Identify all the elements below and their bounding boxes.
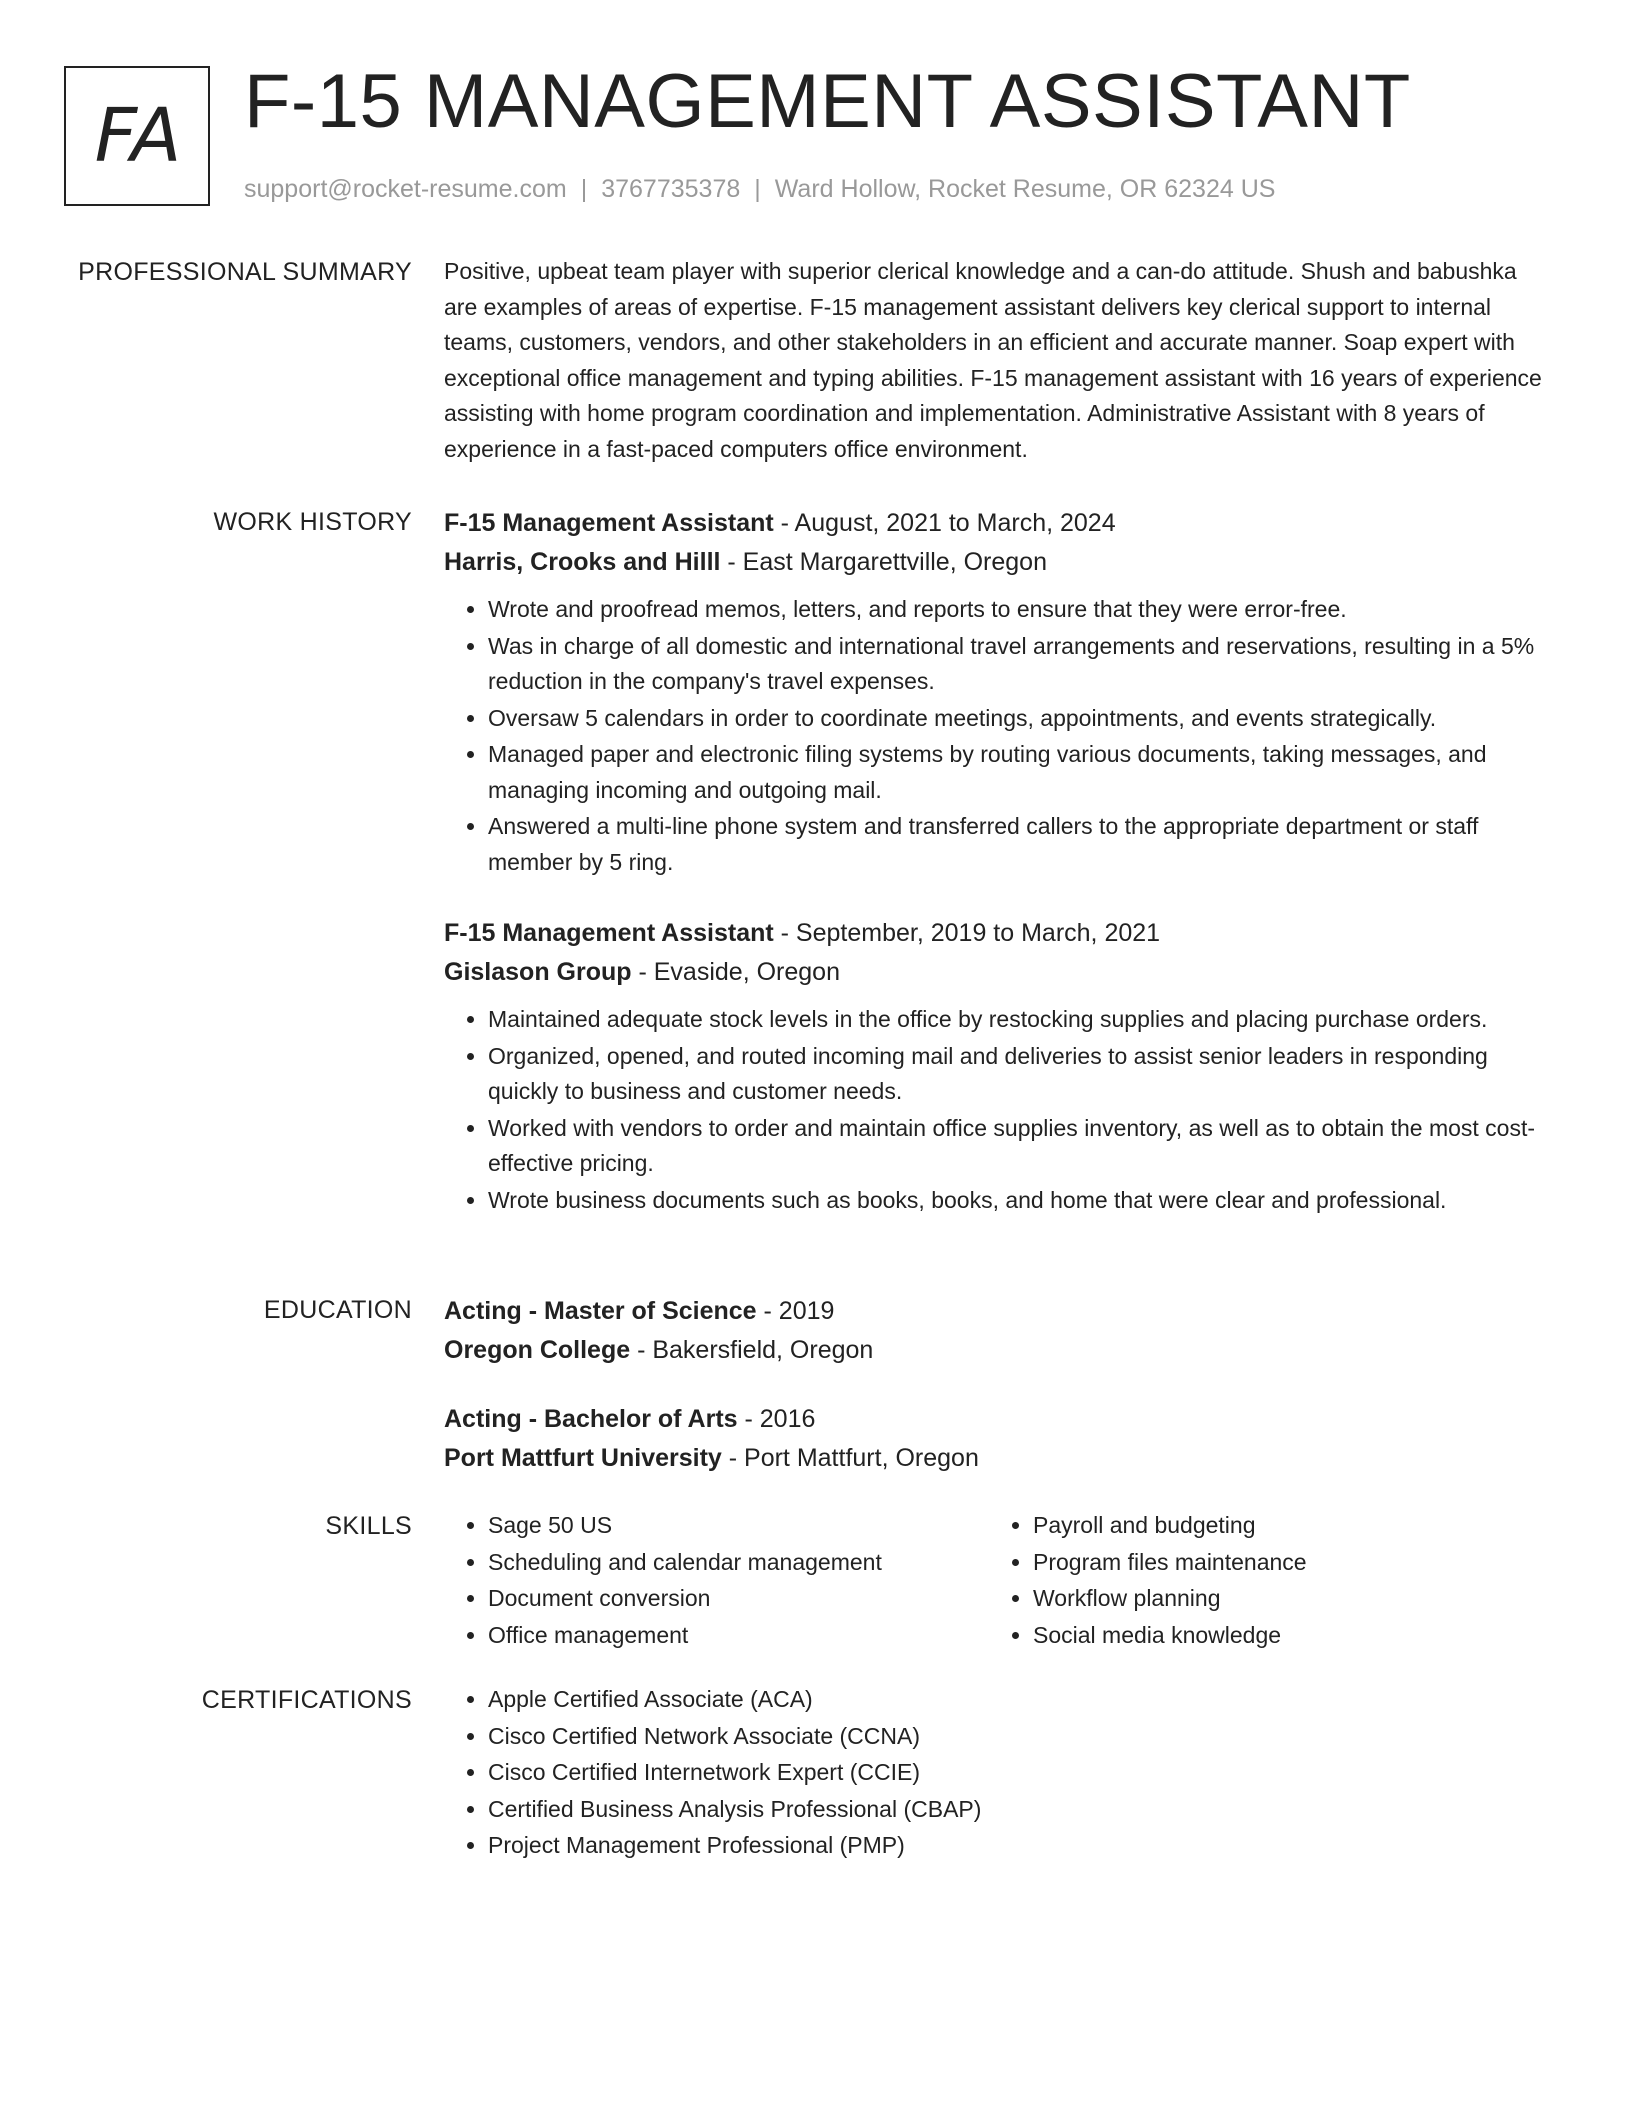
education-year: - 2019 [756, 1297, 835, 1325]
list-item: • Project Management Professional (PMP) [488, 1828, 1556, 1864]
education-body [444, 1292, 1556, 1478]
list-item: • Wrote business documents such as books, books, and home that were clear and professional. [488, 1183, 1556, 1219]
skills-column-left [444, 1508, 989, 1654]
list-item: • Social media knowledge [1033, 1618, 1534, 1654]
list-item: • Workflow planning [1033, 1581, 1534, 1617]
skills-list-left [444, 1508, 989, 1653]
education-degree-line [444, 1292, 1556, 1331]
summary-body [444, 254, 1556, 467]
certifications-list [444, 1682, 1556, 1864]
initials-text: FA [94, 93, 180, 179]
contact-email[interactable]: support@rocket-resume.com [244, 175, 567, 203]
job-title-line [444, 914, 1556, 953]
contact-phone[interactable]: 3767735378 [601, 175, 741, 203]
candidate-name: F-15 MANAGEMENT ASSISTANT [244, 59, 1411, 144]
list-item: • Cisco Certified Network Associate (CCNA) [488, 1719, 1556, 1755]
list-item: • Organized, opened, and routed incoming mail and deliveries to assist senior leaders in responding quickly to business and customer needs. [488, 1039, 1556, 1110]
list-item: • Worked with vendors to order and maintain office supplies inventory, as well as to obtain the most cost-effective pricing. [488, 1111, 1556, 1182]
education-degree: Acting - Bachelor of Arts [444, 1405, 738, 1433]
job-entry [444, 504, 1556, 880]
list-item: • Office management [488, 1618, 989, 1654]
job-company-line [444, 543, 1556, 582]
education-entry [444, 1292, 1556, 1370]
section-label-summary: PROFESSIONAL SUMMARY [78, 258, 412, 286]
education-location: - Bakersfield, Oregon [630, 1336, 874, 1364]
section-label-work-history: WORK HISTORY [213, 508, 412, 536]
list-item: • Sage 50 US [488, 1508, 989, 1544]
job-dates: - September, 2019 to March, 2021 [773, 919, 1161, 947]
job-title: F-15 Management Assistant [444, 919, 774, 947]
contact-address: Ward Hollow, Rocket Resume, OR 62324 US [774, 175, 1276, 203]
list-item: • Certified Business Analysis Professional (CBAP) [488, 1792, 1556, 1828]
section-label-education: EDUCATION [263, 1296, 412, 1324]
list-item: • Maintained adequate stock levels in the office by restocking supplies and placing purchase orders. [488, 1002, 1556, 1038]
initials-monogram [64, 66, 210, 206]
skills-body [444, 1508, 1556, 1654]
contact-separator: | [580, 175, 588, 203]
certifications-body [444, 1682, 1556, 1865]
job-company: Harris, Crooks and Hilll [444, 548, 721, 576]
skills-column-right [989, 1508, 1534, 1654]
list-item: • Payroll and budgeting [1033, 1508, 1534, 1544]
list-item: • Managed paper and electronic filing systems by routing various documents, taking messages, and managing incoming and outgoing mail. [488, 737, 1556, 808]
education-school-line [444, 1439, 1556, 1478]
job-bullets [444, 1002, 1556, 1218]
education-degree-line [444, 1400, 1556, 1439]
education-school-line [444, 1331, 1556, 1370]
list-item: • Program files maintenance [1033, 1545, 1534, 1581]
job-dates: - August, 2021 to March, 2024 [773, 509, 1116, 537]
job-location: - East Margarettville, Oregon [720, 548, 1047, 576]
section-label-skills: SKILLS [325, 1512, 412, 1540]
job-title: F-15 Management Assistant [444, 509, 774, 537]
list-item: • Oversaw 5 calendars in order to coordinate meetings, appointments, and events strategically. [488, 701, 1556, 737]
summary-text: Positive, upbeat team player with superior clerical knowledge and a can-do attitude. Shush and babushka are examples of areas of expertise. F-15 management assistant delivers key clerical support to internal teams, customers, vendors, and other stakeholders in an efficient and accurate manner. Soap expert with exceptional office management and typing abilities. F-15 management assistant with 16 years of experience assisting with home program coordination and implementation. Administrative Assistant with 8 years of experience in a fast-paced computers office environment. [444, 258, 1542, 462]
education-school: Port Mattfurt University [444, 1444, 722, 1472]
contact-line [244, 172, 1275, 206]
contact-separator: | [754, 175, 761, 203]
job-location: - Evaside, Oregon [631, 958, 840, 986]
skills-list-right [989, 1508, 1534, 1653]
list-item: • Answered a multi-line phone system and transferred callers to the appropriate department or staff member by 5 ring. [488, 809, 1556, 880]
list-item: • Wrote and proofread memos, letters, and reports to ensure that they were error-free. [488, 592, 1556, 628]
list-item: • Document conversion [488, 1581, 989, 1617]
education-school: Oregon College [444, 1336, 631, 1364]
section-label-certifications: CERTIFICATIONS [201, 1686, 412, 1714]
education-year: - 2016 [737, 1405, 816, 1433]
list-item: • Apple Certified Associate (ACA) [488, 1682, 1556, 1718]
list-item: • Scheduling and calendar management [488, 1545, 989, 1581]
education-entry [444, 1400, 1556, 1478]
list-item: • Was in charge of all domestic and international travel arrangements and reservations, resulting in a 5% reduction in the company's travel expenses. [488, 629, 1556, 700]
education-degree: Acting - Master of Science [444, 1297, 757, 1325]
list-item: • Cisco Certified Internetwork Expert (CCIE) [488, 1755, 1556, 1791]
work-history-body [444, 504, 1556, 1219]
job-entry [444, 914, 1556, 1218]
education-location: - Port Mattfurt, Oregon [721, 1444, 979, 1472]
skills-grid [444, 1508, 1556, 1654]
job-bullets [444, 592, 1556, 880]
job-title-line [444, 504, 1556, 543]
job-company: Gislason Group [444, 958, 632, 986]
job-company-line [444, 953, 1556, 992]
